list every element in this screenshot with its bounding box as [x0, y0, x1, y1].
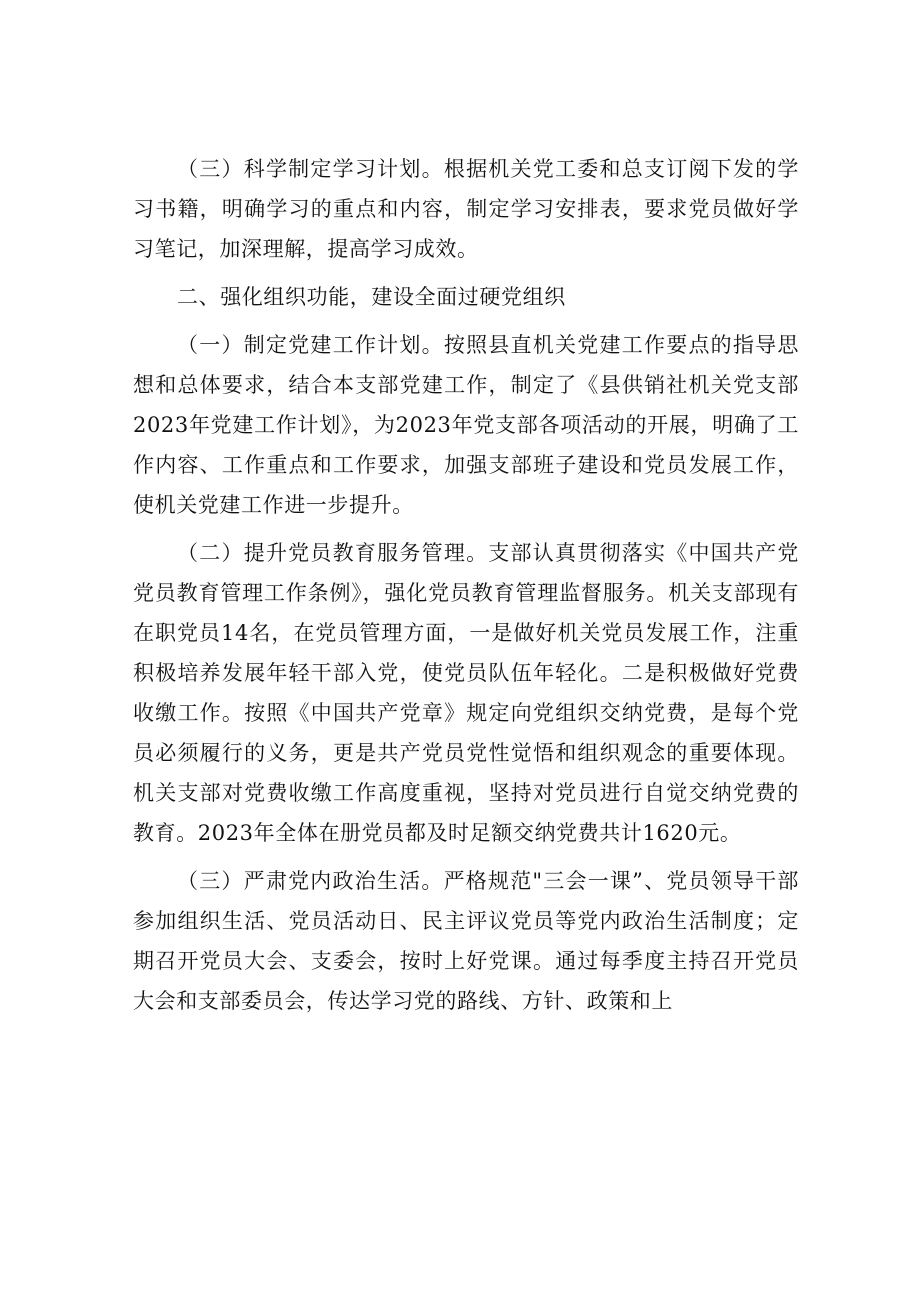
paragraph-member-management: （二）提升党员教育服务管理。支部认真贯彻落实《中国共产党党员教育管理工作条例》，强化党员教育管理监督服务。机关支部现有在职党员14名，在党员管理方面，一是做好机关党员发展工作，注重积极培养发展年轻干部入党，使党员队伍年轻化。二是积极做好党费收缴工作。按照《中国共产党章》规定向党组织交纳党费，是每个党员必须履行的义务，更是共产党员党性觉悟和组织观念的重要体现。机关支部对党费收缴工作高度重视，坚持对党员进行自觉交纳党费的教育。2023年全体在册党员都及时足额交纳党费共计1620元。 [133, 541, 799, 845]
paragraph-party-building-plan: （一）制定党建工作计划。按照县直机关党建工作要点的指导思想和总体要求，结合本支部党建工作，制定了《县供销社机关党支部2023年党建工作计划》，为2023年党支部各项活动的开展，明确了工作内容、工作重点和工作要求，加强支部班子建设和党员发展工作，使机关党建工作进一步提升。 [133, 333, 799, 517]
paragraph-political-life: （三）严肃党内政治生活。严格规范"三会一课”、党员领导干部参加组织生活、党员活动日、民主评议党员等党内政治生活制度；定期召开党员大会、支委会，按时上好党课。通过每季度主持召开党员大会和支部委员会，传达学习党的路线、方针、政策和上 [133, 869, 799, 1013]
document-body [133, 149, 799, 1029]
paragraph-study-plan: （三）科学制定学习计划。根据机关党工委和总支订阅下发的学习书籍，明确学习的重点和内容，制定学习安排表，要求党员做好学习笔记，加深理解，提高学习成效。 [133, 157, 799, 261]
section-heading-organization: 二、强化组织功能，建设全面过硬党组织 [177, 285, 566, 309]
